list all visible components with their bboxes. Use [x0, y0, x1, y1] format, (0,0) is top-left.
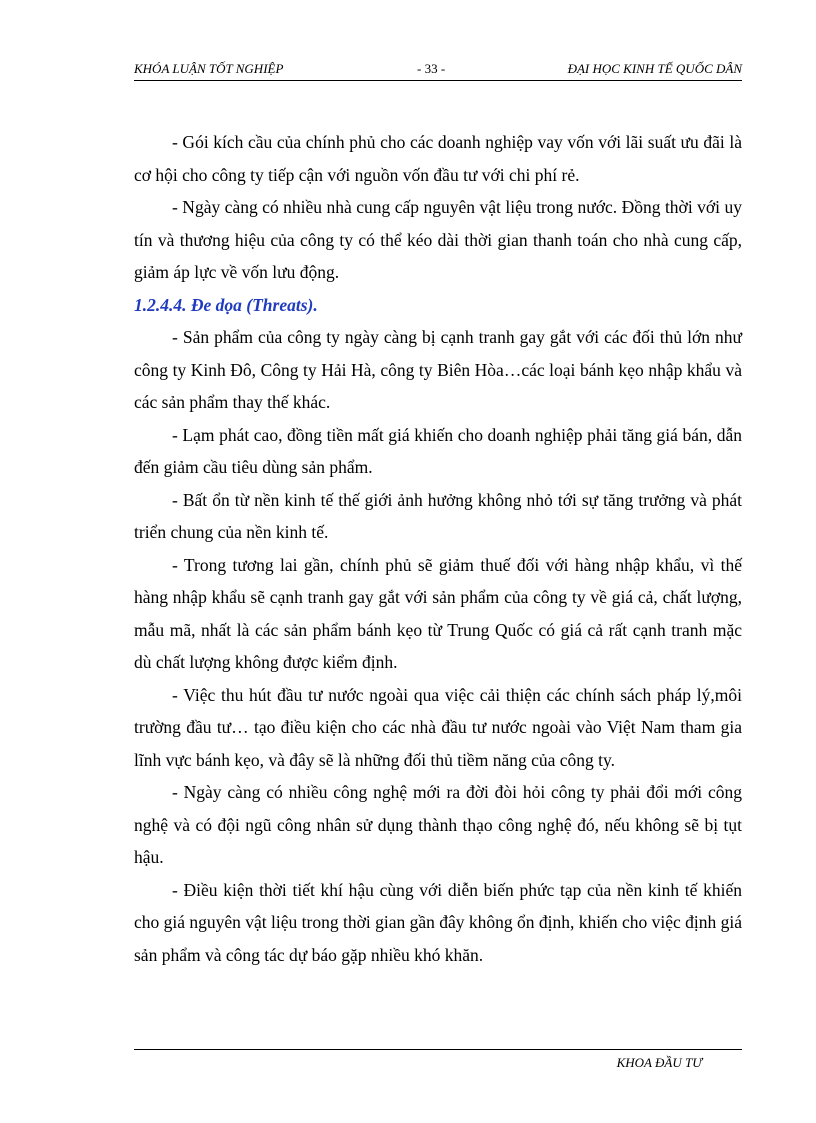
page-number: - 33 -: [417, 61, 446, 76]
paragraph-threat-weather: - Điều kiện thời tiết khí hậu cùng với diễn biến phức tạp của nền kinh tế khiến cho giá nguyên vật liệu trong thời gian gần đây không ổn định, khiến cho việc định giá sản phẩm và công tác dự báo gặp nhiều khó khăn.: [134, 879, 743, 965]
paragraph-threat-competition: - Sản phẩm của công ty ngày càng bị cạnh tranh gay gắt với các đối thủ lớn như công ty Kinh Đô, Công ty Hải Hà, công ty Biên Hòa…các loại bánh kẹo nhập khẩu và các sản phẩm thay thế khác.: [134, 327, 742, 412]
header-university: ĐẠI HỌC KINH TẾ QUỐC DÂN: [567, 61, 742, 76]
page-body: [134, 126, 742, 971]
section-heading-threats: 1.2.4.4. Đe dọa (Threats).: [134, 294, 318, 315]
paragraph-threat-technology: - Ngày càng có nhiều công nghệ mới ra đời đòi hỏi công ty phải đổi mới công nghệ và có đội ngũ công nhân sử dụng thành thạo công nghệ đó, nếu không sẽ bị tụt hậu.: [134, 782, 742, 867]
paragraph-stimulus-package: - Gói kích cầu của chính phủ cho các doanh nghiệp vay vốn với lãi suất ưu đãi là cơ hội cho công ty tiếp cận với nguồn vốn đầu tư với chi phí rẻ.: [134, 132, 742, 185]
paragraph-threat-inflation: - Lạm phát cao, đồng tiền mất giá khiến cho doanh nghiệp phải tăng giá bán, dẫn đến giảm cầu tiêu dùng sản phẩm.: [134, 424, 742, 477]
paragraph-threat-world-economy: - Bất ổn từ nền kinh tế thế giới ảnh hưởng không nhỏ tới sự tăng trưởng và phát triển chung của nền kinh tế.: [134, 489, 742, 542]
page-footer: [134, 1049, 742, 1070]
paragraph-suppliers: - Ngày càng có nhiều nhà cung cấp nguyên vật liệu trong nước. Đồng thời với uy tín và thương hiệu của công ty có thể kéo dài thời gian thanh toán cho nhà cung cấp, giảm áp lực về vốn lưu động.: [134, 197, 742, 282]
paragraph-threat-foreign-investment: - Việc thu hút đầu tư nước ngoài qua việc cải thiện các chính sách pháp lý,môi trường đầu tư… tạo điều kiện cho các nhà đầu tư nước ngoài vào Việt Nam tham gia lĩnh vực bánh kẹo, và đây sẽ là những đối thủ tiềm năng của công ty.: [134, 684, 742, 770]
page-header: [134, 58, 742, 81]
header-thesis-title: KHÓA LUẬN TỐT NGHIỆP: [134, 61, 284, 76]
paragraph-threat-import-tax: - Trong tương lai gần, chính phủ sẽ giảm thuế đối với hàng nhập khẩu, vì thế hàng nhập khẩu sẽ cạnh tranh gay gắt với sản phẩm của công ty về giá cả, chất lượng, mẫu mã, nhất là các sản phẩm bánh kẹo từ Trung Quốc có giá cả rất cạnh tranh mặc dù chất lượng không được kiểm định.: [134, 554, 742, 672]
footer-faculty: KHOA ĐẦU TƯ: [616, 1055, 702, 1070]
